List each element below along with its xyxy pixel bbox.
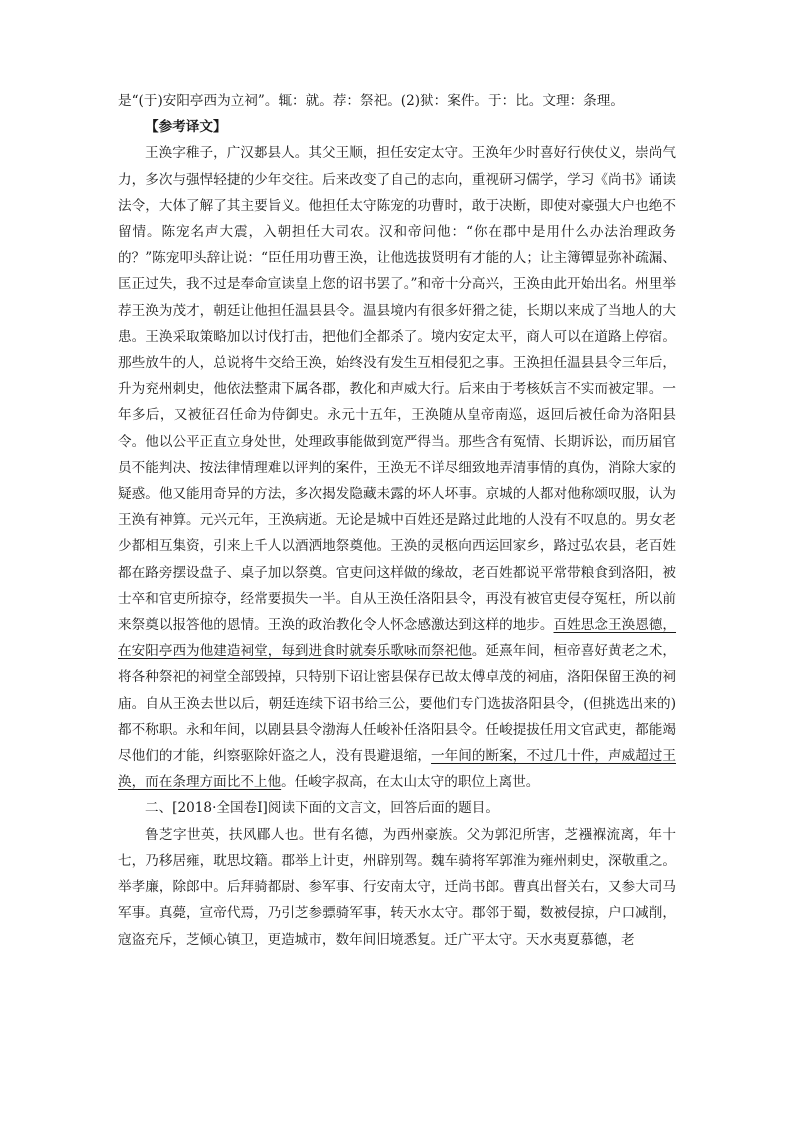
- translation-text-c: 。延熹年间，桓帝喜好黄老之术，将各种祭祀的祠堂全部毁掉，只特别下诏让密县保存已故太傅卓茂的祠庙，洛阳保留王涣的祠庙。自从王涣去世以后，朝廷连续下诏书给三公，要他们专门选拔洛阳县令，(但挑选出来的)都不称职。永和年间，以剧县县令渤海人任峻补任洛阳县令。任峻提拔任用文官武吏，都能竭尽他们的才能，纠察驱除奸盗之人，没有畏避退缩，: [118, 643, 677, 765]
- underlined-sentence-1: 百姓思念王涣恩德，在安阳亭西为他建造祠堂，每到进食时就奏乐歌咏而祭祀他: [118, 617, 677, 660]
- translation-text-a: 王涣字稚子，广汉郪县人。其父王顺，担任安定太守。王涣年少时喜好行侠仗义，崇尚气力，多次与强悍轻捷的少年交往。后来改变了自己的志向，重视研习儒学，学习《尚书》诵读法令，大体了解了其主要旨义。他担任太守陈宠的功曹时，敢于决断，即使对豪强大户也绝不留情。陈宠名声大震，入朝担任大司农。汉和帝问他：“你在郡中是用什么办法治理政务的？”陈宠叩头辞让说：“臣任用功曹王涣，让他选拔贤明有才能的人；让主簿镡显弥补疏漏、匡正过失，我不过是奉命宣读皇上您的诏书罢了。”和帝十分高兴，王涣由此开始出名。州里举荐王涣为茂才，朝廷让他担任温县县令。温县境内有很多奸猾之徒，长期以来成了当地人的大患。王涣采取策略加以讨伐打击，把他们全都杀了。境内安定太平，商人可以在道路上停宿。那些放牛的人，总说将牛交给王涣，始终没有发生互相侵犯之事。王涣担任温县县令三年后，升为兖州刺史，他依法整肃下属各郡，教化和声威大行。后来由于考核妖言不实而被定罪。一年多后，又被征召任命为侍御史。永元十五年，王涣随从皇帝南巡，返回后被任命为洛阳县令。他以公平正直立身处世，处理政事能做到宽严得当。那些含有冤情、长期诉讼，而历届官员不能判决、按法律情理难以评判的案件，王涣无不详尽细致地弄清事情的真伪，消除大家的疑惑。他又能用奇异的方法，多次揭发隐藏未露的坏人坏事。京城的人都对他称颂叹服，认为王涣有神算。元兴元年，王涣病逝。无论是城中百姓还是路过此地的人没有不叹息的。男女老少都相互集资，引来上千人以酒洒地祭奠他。王涣的灵柩向西运回家乡，路过弘农县，老百姓都在路旁摆设盘子、桌子加以祭奠。官吏问这样做的缘故，老百姓都说平常带粮食到洛阳，被士卒和官吏所掠夺，经常要损失一半。自从王涣任洛阳县令，再没有被官吏侵夺冤枉，所以前来祭奠以报答他的恩情。王涣的政治教化令人怀念感激达到这样的地步。: [118, 145, 676, 634]
- translation-text-e: 。任峻字叔高，在太山太守的职位上离世。: [281, 774, 540, 791]
- annotation-paragraph: 是“(于)安阳亭西为立祠”。辄：就。荐：祭祀。(2)狱：案件。于：比。文理：条理。: [118, 93, 624, 109]
- classical-text-paragraph: 鲁芝字世英，扶风郿人也。世有名德，为西州豪族。父为郭氾所害，芝襁褓流离，年十七，乃移居雍，耽思坟籍。郡举上计吏，州辟别驾。魏车骑将军郭淮为雍州刺史，深敬重之。举孝廉，除郎中。后拜骑都尉、参军事、行安南太守，迁尚书郎。曹真出督关右，又参大司马军事。真薨，宣帝代焉，乃引芝参骠骑军事，转天水太守。郡邻于蜀，数被侵掠，户口减削，寇盗充斥，芝倾心镇卫，更造城市，数年间旧境悉复。迁广平太守。天水夷夏慕德，老: [118, 826, 676, 948]
- question-heading: 二、[2018·全国卷Ⅰ]阅读下面的文言文，回答后面的题目。: [145, 800, 499, 817]
- section-heading: 【参考译文】: [145, 119, 227, 136]
- translation-paragraph: [118, 140, 676, 795]
- underlined-sentence-2: 一年间的断案，不过几十件，声威超过王涣，而在条理方面比不上他: [118, 748, 677, 791]
